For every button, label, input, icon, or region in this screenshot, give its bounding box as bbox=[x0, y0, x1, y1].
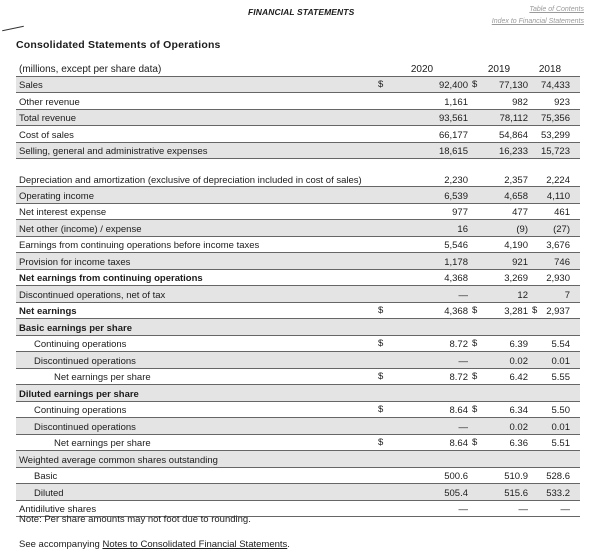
cell-value: 7 bbox=[564, 289, 570, 301]
value-2018 bbox=[530, 187, 580, 204]
cell-value: 92,400 bbox=[438, 80, 468, 91]
row-label: Sales bbox=[16, 76, 376, 93]
currency-symbol: $ bbox=[378, 404, 384, 415]
value-2018 bbox=[530, 385, 580, 402]
cell-value: 977 bbox=[452, 207, 468, 218]
cell-value: — bbox=[518, 504, 528, 515]
cell-value: 6.36 bbox=[509, 438, 528, 449]
row-label: Net other (income) / expense bbox=[16, 220, 376, 237]
value-2019 bbox=[470, 418, 530, 435]
value-2019 bbox=[470, 253, 530, 270]
statement-row bbox=[16, 335, 580, 352]
value-2020 bbox=[376, 126, 470, 143]
statement-row bbox=[16, 142, 580, 159]
cell-value: 505.4 bbox=[444, 487, 468, 499]
value-2019 bbox=[470, 220, 530, 237]
statement-row bbox=[16, 269, 580, 286]
cell-value: 2019 bbox=[487, 63, 511, 75]
value-2020 bbox=[376, 76, 470, 93]
row-label: Discontinued operations bbox=[16, 418, 376, 435]
value-2018 bbox=[530, 220, 580, 237]
statement-row bbox=[16, 253, 580, 270]
row-label: Provision for income taxes bbox=[16, 253, 376, 270]
cell-value: 461 bbox=[554, 207, 570, 218]
statement-row bbox=[16, 484, 580, 501]
cell-value: 18,615 bbox=[438, 146, 468, 157]
rounding-note: Note: Per share amounts may not foot due to rounding. bbox=[19, 514, 251, 525]
cell-value: 923 bbox=[554, 96, 570, 108]
cell-value: 4,658 bbox=[504, 190, 528, 202]
value-2019 bbox=[470, 319, 530, 336]
value-2019 bbox=[470, 93, 530, 110]
statement-row bbox=[16, 126, 580, 143]
currency-symbol: $ bbox=[378, 371, 384, 382]
statement-row bbox=[16, 187, 580, 204]
cell-value: — bbox=[458, 289, 468, 301]
cell-value: 8.64 bbox=[449, 438, 468, 449]
currency-symbol: $ bbox=[472, 404, 478, 415]
value-2018 bbox=[530, 418, 580, 435]
cell-value: 1,178 bbox=[444, 256, 468, 268]
row-label: Discontinued operations bbox=[16, 352, 376, 369]
statement-row bbox=[16, 93, 580, 110]
cell-value: 16 bbox=[457, 223, 468, 235]
see-suffix: . bbox=[287, 539, 290, 550]
currency-symbol: $ bbox=[378, 305, 384, 316]
value-2020 bbox=[376, 187, 470, 204]
cell-value: 533.2 bbox=[546, 487, 570, 499]
cell-value: 2018 bbox=[538, 63, 562, 75]
cell-value: 746 bbox=[554, 256, 570, 268]
statement-row bbox=[16, 109, 580, 126]
cell-value: 2,937 bbox=[546, 306, 570, 317]
value-2020 bbox=[376, 60, 470, 76]
value-2018 bbox=[530, 142, 580, 159]
statement-row bbox=[16, 159, 580, 187]
value-2019 bbox=[470, 434, 530, 451]
value-2018 bbox=[530, 319, 580, 336]
value-2018 bbox=[530, 60, 580, 76]
currency-symbol: $ bbox=[378, 338, 384, 349]
statement-row bbox=[16, 434, 580, 451]
row-label: Selling, general and administrative expenses bbox=[16, 142, 376, 159]
row-label: Other revenue bbox=[16, 93, 376, 110]
cell-value: 5.54 bbox=[551, 339, 570, 350]
value-2019 bbox=[470, 401, 530, 418]
value-2019 bbox=[470, 368, 530, 385]
value-2018 bbox=[530, 335, 580, 352]
fs-index-link[interactable]: Index to Financial Statements bbox=[491, 18, 584, 25]
value-2018 bbox=[530, 467, 580, 484]
see-prefix: See accompanying bbox=[19, 539, 103, 550]
statement-row bbox=[16, 286, 580, 303]
statement-table bbox=[16, 60, 580, 517]
value-2019 bbox=[470, 484, 530, 501]
value-2020 bbox=[376, 236, 470, 253]
cell-value: 3,269 bbox=[504, 273, 528, 284]
currency-symbol: $ bbox=[532, 305, 538, 316]
cell-value: 1,161 bbox=[444, 96, 468, 108]
row-label: Basic earnings per share bbox=[16, 319, 376, 336]
value-2018 bbox=[530, 109, 580, 126]
value-2020 bbox=[376, 319, 470, 336]
cell-value: — bbox=[458, 355, 468, 367]
value-2018 bbox=[530, 236, 580, 253]
value-2018 bbox=[530, 93, 580, 110]
value-2018 bbox=[530, 368, 580, 385]
value-2018 bbox=[530, 451, 580, 468]
statement-row bbox=[16, 60, 580, 76]
row-label: Discontinued operations, net of tax bbox=[16, 286, 376, 303]
cell-value: 8.72 bbox=[449, 339, 468, 350]
cell-value: 3,281 bbox=[504, 306, 528, 317]
value-2019 bbox=[470, 126, 530, 143]
value-2020 bbox=[376, 401, 470, 418]
cell-value: 3,676 bbox=[546, 240, 570, 251]
statement-row bbox=[16, 76, 580, 93]
value-2020 bbox=[376, 286, 470, 303]
cell-value: — bbox=[458, 504, 468, 515]
cell-value: 4,190 bbox=[504, 240, 528, 251]
currency-symbol: $ bbox=[472, 371, 478, 382]
cell-value: 8.72 bbox=[449, 372, 468, 383]
cell-value: 0.01 bbox=[551, 355, 570, 367]
cell-value: 12 bbox=[517, 289, 528, 301]
cell-value: 8.64 bbox=[449, 405, 468, 416]
row-label: Weighted average common shares outstanding bbox=[16, 451, 376, 468]
cell-value: 515.6 bbox=[504, 487, 528, 499]
value-2019 bbox=[470, 352, 530, 369]
value-2020 bbox=[376, 269, 470, 286]
value-2018 bbox=[530, 302, 580, 319]
cell-value: 982 bbox=[512, 96, 528, 108]
cell-value: 4,368 bbox=[444, 306, 468, 317]
cell-value: 5.50 bbox=[551, 405, 570, 416]
cell-value: 53,299 bbox=[540, 129, 570, 141]
value-2019 bbox=[470, 76, 530, 93]
value-2020 bbox=[376, 418, 470, 435]
cell-value: 2020 bbox=[410, 63, 434, 75]
cell-value: 5.51 bbox=[551, 438, 570, 449]
value-2019 bbox=[470, 385, 530, 402]
row-label: Cost of sales bbox=[16, 126, 376, 143]
statement-table-container bbox=[16, 60, 580, 517]
row-label: Operating income bbox=[16, 187, 376, 204]
row-label: Depreciation and amortization (exclusive of depreciation included in cost of sales) bbox=[16, 159, 376, 187]
value-2019 bbox=[470, 451, 530, 468]
value-2020 bbox=[376, 220, 470, 237]
value-2019 bbox=[470, 142, 530, 159]
value-2018 bbox=[530, 269, 580, 286]
cell-value: 16,233 bbox=[498, 146, 528, 157]
value-2018 bbox=[530, 253, 580, 270]
value-2019 bbox=[470, 187, 530, 204]
statement-row bbox=[16, 203, 580, 220]
row-label: Total revenue bbox=[16, 109, 376, 126]
value-2019 bbox=[470, 335, 530, 352]
value-2020 bbox=[376, 109, 470, 126]
value-2020 bbox=[376, 159, 470, 187]
value-2019 bbox=[470, 467, 530, 484]
value-2018 bbox=[530, 401, 580, 418]
row-label: Net earnings per share bbox=[16, 368, 376, 385]
cell-value: 510.9 bbox=[504, 471, 528, 482]
cell-value: — bbox=[560, 504, 570, 515]
row-label: (millions, except per share data) bbox=[16, 60, 376, 76]
row-label: Earnings from continuing operations before income taxes bbox=[16, 236, 376, 253]
cell-value: 4,368 bbox=[444, 273, 468, 284]
value-2019 bbox=[470, 269, 530, 286]
statement-row bbox=[16, 401, 580, 418]
statement-row bbox=[16, 467, 580, 484]
cell-value: 500.6 bbox=[444, 471, 468, 482]
currency-symbol: $ bbox=[472, 437, 478, 448]
statement-row bbox=[16, 220, 580, 237]
value-2018 bbox=[530, 76, 580, 93]
value-2020 bbox=[376, 352, 470, 369]
cell-value: — bbox=[458, 421, 468, 433]
cell-value: 74,433 bbox=[540, 80, 570, 91]
value-2019 bbox=[470, 159, 530, 187]
value-2020 bbox=[376, 451, 470, 468]
value-2019 bbox=[470, 500, 530, 517]
row-label: Net interest expense bbox=[16, 203, 376, 220]
currency-symbol: $ bbox=[472, 79, 478, 90]
value-2020 bbox=[376, 368, 470, 385]
cell-value: 2,230 bbox=[444, 175, 468, 186]
cell-value: 77,130 bbox=[498, 80, 528, 91]
value-2019 bbox=[470, 286, 530, 303]
value-2020 bbox=[376, 385, 470, 402]
value-2020 bbox=[376, 203, 470, 220]
statement-title: Consolidated Statements of Operations bbox=[16, 39, 221, 51]
see-accompanying bbox=[19, 539, 290, 550]
cell-value: 78,112 bbox=[499, 113, 528, 124]
currency-symbol: $ bbox=[378, 79, 384, 90]
value-2020 bbox=[376, 467, 470, 484]
cell-value: 54,864 bbox=[498, 129, 528, 141]
statement-row bbox=[16, 352, 580, 369]
statement-row bbox=[16, 451, 580, 468]
statement-row bbox=[16, 302, 580, 319]
row-label: Basic bbox=[16, 467, 376, 484]
cell-value: 4,110 bbox=[546, 190, 570, 202]
row-label: Diluted earnings per share bbox=[16, 385, 376, 402]
cell-value: 0.02 bbox=[509, 355, 528, 367]
cell-value: 5.55 bbox=[551, 372, 570, 383]
value-2020 bbox=[376, 500, 470, 517]
value-2019 bbox=[470, 236, 530, 253]
cell-value: 2,357 bbox=[504, 175, 528, 186]
cell-value: 6.39 bbox=[509, 339, 528, 350]
currency-symbol: $ bbox=[472, 305, 478, 316]
cell-value: 75,356 bbox=[540, 113, 570, 124]
toc-link[interactable]: Table of Contents bbox=[529, 6, 584, 13]
currency-symbol: $ bbox=[472, 338, 478, 349]
header-links bbox=[492, 4, 584, 28]
cell-value: 0.01 bbox=[551, 421, 570, 433]
value-2020 bbox=[376, 302, 470, 319]
row-label: Net earnings bbox=[16, 302, 376, 319]
value-2019 bbox=[470, 302, 530, 319]
value-2018 bbox=[530, 159, 580, 187]
cell-value: 6.34 bbox=[509, 405, 528, 416]
cell-value: 477 bbox=[512, 207, 528, 218]
cell-value: 921 bbox=[512, 256, 528, 268]
row-label: Net earnings per share bbox=[16, 434, 376, 451]
cell-value: 6.42 bbox=[509, 372, 528, 383]
statement-row bbox=[16, 236, 580, 253]
value-2018 bbox=[530, 484, 580, 501]
notes-link[interactable]: Notes to Consolidated Financial Statements bbox=[102, 539, 288, 550]
value-2020 bbox=[376, 142, 470, 159]
value-2018 bbox=[530, 352, 580, 369]
section-title: FINANCIAL STATEMENTS bbox=[248, 7, 355, 17]
cell-value: (9) bbox=[516, 223, 528, 235]
cell-value: 6,539 bbox=[444, 190, 468, 202]
statement-row bbox=[16, 385, 580, 402]
row-label: Continuing operations bbox=[16, 335, 376, 352]
value-2020 bbox=[376, 484, 470, 501]
value-2020 bbox=[376, 335, 470, 352]
value-2019 bbox=[470, 203, 530, 220]
value-2018 bbox=[530, 286, 580, 303]
cell-value: 15,723 bbox=[540, 146, 570, 157]
value-2018 bbox=[530, 126, 580, 143]
cell-value: (27) bbox=[553, 223, 570, 235]
value-2018 bbox=[530, 500, 580, 517]
value-2019 bbox=[470, 109, 530, 126]
value-2020 bbox=[376, 253, 470, 270]
value-2018 bbox=[530, 434, 580, 451]
cell-value: 0.02 bbox=[509, 421, 528, 433]
cell-value: 5,546 bbox=[444, 240, 468, 251]
cell-value: 93,561 bbox=[438, 113, 468, 124]
row-label: Diluted bbox=[16, 484, 376, 501]
statement-row bbox=[16, 418, 580, 435]
value-2020 bbox=[376, 434, 470, 451]
statement-row bbox=[16, 319, 580, 336]
row-label: Net earnings from continuing operations bbox=[16, 269, 376, 286]
value-2019 bbox=[470, 60, 530, 76]
currency-symbol: $ bbox=[378, 437, 384, 448]
cell-value: 66,177 bbox=[438, 129, 468, 141]
value-2020 bbox=[376, 93, 470, 110]
row-label: Continuing operations bbox=[16, 401, 376, 418]
statement-row bbox=[16, 368, 580, 385]
row-label: Antidilutive shares bbox=[16, 500, 376, 517]
cell-value: 2,930 bbox=[546, 273, 570, 284]
pen-mark bbox=[2, 26, 24, 32]
cell-value: 528.6 bbox=[546, 471, 570, 482]
cell-value: 2,224 bbox=[546, 175, 570, 186]
value-2018 bbox=[530, 203, 580, 220]
